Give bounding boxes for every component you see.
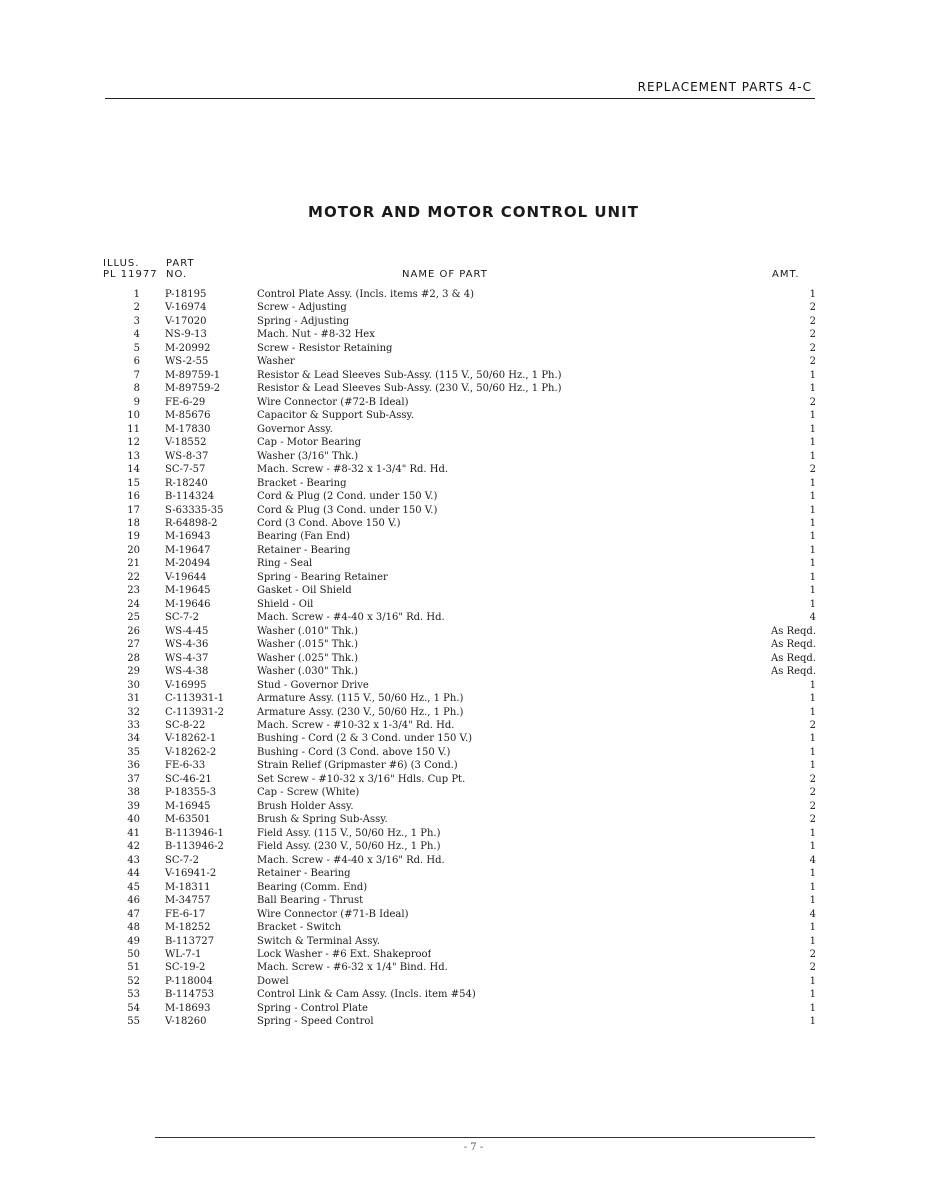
part-name: Shield - Oil <box>257 598 314 610</box>
part-name: Armature Assy. (115 V., 50/60 Hz., 1 Ph.) <box>257 693 464 705</box>
illus-number: 27 <box>127 639 140 651</box>
illus-header-line1: ILLUS. <box>103 258 140 269</box>
amount: 4 <box>809 908 816 920</box>
illus-number: 52 <box>127 975 140 987</box>
illus-number: 49 <box>127 935 140 947</box>
illus-header-line2: PL 11977 <box>103 269 158 280</box>
table-row <box>100 854 820 867</box>
part-name: Resistor & Lead Sleeves Sub-Assy. (115 V., 50/60 Hz., 1 Ph.) <box>257 369 562 381</box>
amount: 1 <box>809 679 816 691</box>
amount: 1 <box>809 760 816 772</box>
part-number: WS-4-45 <box>165 625 209 637</box>
part-name: Ball Bearing - Thrust <box>257 895 364 907</box>
part-name: Ring - Seal <box>257 558 313 570</box>
part-number: V-16995 <box>165 679 207 691</box>
amount: 1 <box>809 585 816 597</box>
illus-number: 16 <box>127 491 140 503</box>
part-name: Wire Connector (#71-B Ideal) <box>257 908 409 920</box>
table-row <box>100 625 820 638</box>
table-row <box>100 288 820 301</box>
amount: 4 <box>809 854 816 866</box>
table-row <box>100 598 820 611</box>
illus-number: 22 <box>127 571 140 583</box>
part-number: SC-46-21 <box>165 773 212 785</box>
table-row <box>100 692 820 705</box>
table-row <box>100 948 820 961</box>
illus-number: 42 <box>127 841 140 853</box>
illus-number: 5 <box>133 342 140 354</box>
illus-number: 37 <box>127 773 140 785</box>
table-row <box>100 1015 820 1028</box>
table-row <box>100 867 820 880</box>
table-row <box>100 369 820 382</box>
illus-number: 32 <box>127 706 140 718</box>
table-row <box>100 504 820 517</box>
table-row <box>100 436 820 449</box>
amount: 2 <box>809 814 816 826</box>
page-number: - 7 - <box>463 1142 484 1153</box>
amount: 1 <box>809 868 816 880</box>
section-header: REPLACEMENT PARTS 4-C <box>637 80 812 94</box>
table-row <box>100 490 820 503</box>
part-name: Control Link & Cam Assy. (Incls. item #54) <box>257 989 476 1001</box>
amount: 2 <box>809 962 816 974</box>
part-number: P-18355-3 <box>165 787 217 799</box>
amount: 1 <box>809 598 816 610</box>
table-row <box>100 315 820 328</box>
header-rule <box>105 98 815 99</box>
part-name: Mach. Screw - #10-32 x 1-3/4" Rd. Hd. <box>257 720 455 731</box>
footer-rule <box>155 1137 815 1138</box>
amount: 1 <box>809 558 816 570</box>
part-header-line1: PART <box>166 258 195 269</box>
table-row <box>100 800 820 813</box>
illus-number: 13 <box>127 450 140 462</box>
part-name: Brush & Spring Sub-Assy. <box>257 814 388 826</box>
amount: 1 <box>809 289 816 300</box>
table-row <box>100 988 820 1001</box>
part-name: Washer (3/16" Thk.) <box>257 450 359 462</box>
amt-header: AMT. <box>772 269 800 280</box>
part-number: C-113931-2 <box>165 706 224 718</box>
table-row <box>100 544 820 557</box>
illus-number: 50 <box>127 948 140 960</box>
part-number: M-18311 <box>165 881 211 893</box>
part-name: Retainer - Bearing <box>257 868 351 880</box>
amount: 1 <box>809 935 816 947</box>
table-row <box>100 1002 820 1015</box>
part-name: Lock Washer - #6 Ext. Shakeproof <box>257 948 432 960</box>
part-name: Armature Assy. (230 V., 50/60 Hz., 1 Ph.) <box>257 706 464 718</box>
part-number: M-16943 <box>165 531 211 543</box>
illus-number: 26 <box>127 625 140 637</box>
illus-number: 55 <box>127 1016 140 1028</box>
table-row <box>100 732 820 745</box>
part-name: Bearing (Fan End) <box>257 531 351 543</box>
part-name: Washer (.030" Thk.) <box>257 666 359 678</box>
illus-number: 19 <box>127 531 140 543</box>
table-row <box>100 517 820 530</box>
table-row <box>100 706 820 719</box>
amount: 2 <box>809 342 816 354</box>
table-row <box>100 719 820 732</box>
part-name: Resistor & Lead Sleeves Sub-Assy. (230 V., 50/60 Hz., 1 Ph.) <box>257 383 562 395</box>
part-name: Washer (.010" Thk.) <box>257 625 359 637</box>
part-name: Gasket - Oil Shield <box>257 585 352 597</box>
illus-number: 54 <box>127 1002 140 1014</box>
part-number: SC-7-57 <box>165 464 206 476</box>
table-row <box>100 881 820 894</box>
table-row <box>100 396 820 409</box>
table-row <box>100 921 820 934</box>
table-row <box>100 935 820 948</box>
illus-number: 18 <box>127 517 140 529</box>
amount: 1 <box>809 491 816 503</box>
illus-number: 41 <box>127 827 140 839</box>
amount: 1 <box>809 410 816 422</box>
part-name: Screw - Adjusting <box>257 302 347 314</box>
part-number: V-18552 <box>165 437 207 449</box>
part-number: M-18693 <box>165 1002 211 1014</box>
illus-number: 47 <box>127 908 140 920</box>
table-row <box>100 423 820 436</box>
part-number: M-18252 <box>165 922 211 934</box>
part-number: WS-4-38 <box>165 666 209 678</box>
part-name: Cap - Motor Bearing <box>257 437 362 449</box>
illus-number: 4 <box>133 329 140 341</box>
amount: 1 <box>809 841 816 853</box>
illus-number: 12 <box>127 437 140 449</box>
amount: As Reqd. <box>771 666 816 678</box>
table-row <box>100 746 820 759</box>
part-name: Bushing - Cord (3 Cond. above 150 V.) <box>257 746 451 758</box>
illus-number: 11 <box>127 423 140 435</box>
part-number: V-17020 <box>165 315 207 327</box>
amount: 2 <box>809 396 816 408</box>
amount: As Reqd. <box>771 652 816 664</box>
part-number: M-20494 <box>165 558 211 570</box>
table-row <box>100 840 820 853</box>
part-name: Mach. Nut - #8-32 Hex <box>257 329 375 341</box>
part-number: M-20992 <box>165 342 211 354</box>
part-number: SC-8-22 <box>165 720 206 731</box>
amount: 1 <box>809 544 816 556</box>
part-number: M-19645 <box>165 585 211 597</box>
part-name: Stud - Governor Drive <box>257 679 369 691</box>
part-name: Cap - Screw (White) <box>257 787 360 799</box>
illus-number: 43 <box>127 854 140 866</box>
amount: 1 <box>809 437 816 449</box>
illus-number: 39 <box>127 800 140 812</box>
illus-number: 15 <box>127 477 140 489</box>
amount: 1 <box>809 895 816 907</box>
amount: 1 <box>809 477 816 489</box>
part-name: Retainer - Bearing <box>257 544 351 556</box>
page-title: MOTOR AND MOTOR CONTROL UNIT <box>308 203 639 221</box>
part-number: B-114753 <box>165 989 215 1001</box>
part-number: M-34757 <box>165 895 211 907</box>
part-name: Cord & Plug (2 Cond. under 150 V.) <box>257 491 438 503</box>
part-name: Field Assy. (115 V., 50/60 Hz., 1 Ph.) <box>257 827 441 839</box>
table-row <box>100 679 820 692</box>
part-number: B-113946-2 <box>165 841 224 853</box>
table-row <box>100 827 820 840</box>
illus-number: 48 <box>127 922 140 934</box>
illus-number: 17 <box>127 504 140 516</box>
part-number: WS-8-37 <box>165 450 209 462</box>
part-name: Washer <box>257 356 295 368</box>
part-name: Mach. Screw - #4-40 x 3/16" Rd. Hd. <box>257 612 445 624</box>
table-row <box>100 611 820 624</box>
parts-list <box>100 288 820 1029</box>
table-row <box>100 463 820 476</box>
part-name: Brush Holder Assy. <box>257 800 354 812</box>
part-name: Bracket - Switch <box>257 922 342 934</box>
part-number: M-89759-2 <box>165 383 221 395</box>
part-number: M-16945 <box>165 800 211 812</box>
table-row <box>100 450 820 463</box>
table-row <box>100 908 820 921</box>
amount: 1 <box>809 450 816 462</box>
part-number: V-16941-2 <box>165 868 217 880</box>
amount: As Reqd. <box>771 639 816 651</box>
amount: As Reqd. <box>771 625 816 637</box>
illus-number: 3 <box>133 315 140 327</box>
name-header: NAME OF PART <box>402 269 488 280</box>
part-number: S-63335-35 <box>165 504 224 516</box>
illus-number: 33 <box>127 720 140 731</box>
amount: 2 <box>809 315 816 327</box>
table-row <box>100 328 820 341</box>
part-number: M-19647 <box>165 544 211 556</box>
part-name: Spring - Speed Control <box>257 1016 374 1028</box>
illus-number: 10 <box>127 410 140 422</box>
part-name: Field Assy. (230 V., 50/60 Hz., 1 Ph.) <box>257 841 441 853</box>
part-number: M-85676 <box>165 410 211 422</box>
part-name: Bracket - Bearing <box>257 477 347 489</box>
illus-number: 28 <box>127 652 140 664</box>
amount: 1 <box>809 504 816 516</box>
amount: 1 <box>809 827 816 839</box>
part-name: Set Screw - #10-32 x 3/16" Hdls. Cup Pt. <box>257 773 466 785</box>
part-number: V-18262-2 <box>165 746 217 758</box>
illus-number: 8 <box>133 383 140 395</box>
table-row <box>100 813 820 826</box>
amount: 2 <box>809 464 816 476</box>
amount: 1 <box>809 706 816 718</box>
part-number: V-18262-1 <box>165 733 217 745</box>
part-number: B-113946-1 <box>165 827 224 839</box>
part-number: SC-7-2 <box>165 854 199 866</box>
illus-number: 2 <box>133 302 140 314</box>
illus-number: 38 <box>127 787 140 799</box>
part-number: M-89759-1 <box>165 369 221 381</box>
part-number: WL-7-1 <box>165 948 202 960</box>
part-number: SC-7-2 <box>165 612 199 624</box>
part-number: P-118004 <box>165 975 213 987</box>
part-name: Cord (3 Cond. Above 150 V.) <box>257 517 401 529</box>
amount: 2 <box>809 773 816 785</box>
table-row <box>100 571 820 584</box>
part-number: C-113931-1 <box>165 693 224 705</box>
part-name: Washer (.025" Thk.) <box>257 652 359 664</box>
part-number: SC-19-2 <box>165 962 206 974</box>
table-row <box>100 355 820 368</box>
illus-number: 30 <box>127 679 140 691</box>
amount: 1 <box>809 975 816 987</box>
amount: 2 <box>809 356 816 368</box>
part-name: Governor Assy. <box>257 423 333 435</box>
part-number: V-16974 <box>165 302 207 314</box>
table-row <box>100 584 820 597</box>
illus-number: 29 <box>127 666 140 678</box>
part-name: Mach. Screw - #6-32 x 1/4" Bind. Hd. <box>257 962 448 974</box>
part-name: Mach. Screw - #4-40 x 3/16" Rd. Hd. <box>257 854 445 866</box>
table-row <box>100 975 820 988</box>
table-row <box>100 638 820 651</box>
amount: 1 <box>809 989 816 1001</box>
part-number: V-19644 <box>165 571 207 583</box>
illus-number: 53 <box>127 989 140 1001</box>
amount: 2 <box>809 302 816 314</box>
illus-number: 20 <box>127 544 140 556</box>
part-name: Bushing - Cord (2 & 3 Cond. under 150 V.) <box>257 733 473 745</box>
part-number: B-113727 <box>165 935 215 947</box>
table-row <box>100 409 820 422</box>
illus-number: 6 <box>133 356 140 368</box>
amount: 2 <box>809 800 816 812</box>
amount: 1 <box>809 531 816 543</box>
amount: 1 <box>809 423 816 435</box>
illus-number: 21 <box>127 558 140 570</box>
amount: 1 <box>809 1002 816 1014</box>
amount: 1 <box>809 922 816 934</box>
amount: 1 <box>809 383 816 395</box>
illus-number: 44 <box>127 868 140 880</box>
part-header-line2: NO. <box>166 269 188 280</box>
part-number: B-114324 <box>165 491 215 503</box>
part-name: Switch & Terminal Assy. <box>257 935 380 947</box>
part-number: FE-6-17 <box>165 908 206 920</box>
table-row <box>100 530 820 543</box>
illus-number: 36 <box>127 760 140 772</box>
amount: 1 <box>809 571 816 583</box>
amount: 1 <box>809 746 816 758</box>
amount: 1 <box>809 693 816 705</box>
amount: 4 <box>809 612 816 624</box>
table-row <box>100 342 820 355</box>
part-number: M-19646 <box>165 598 211 610</box>
illus-number: 31 <box>127 693 140 705</box>
table-row <box>100 477 820 490</box>
illus-number: 7 <box>133 369 140 381</box>
illus-number: 9 <box>133 396 140 408</box>
part-number: M-17830 <box>165 423 211 435</box>
table-row <box>100 961 820 974</box>
part-number: R-64898-2 <box>165 517 218 529</box>
part-number: M-63501 <box>165 814 211 826</box>
amount: 2 <box>809 948 816 960</box>
table-row <box>100 759 820 772</box>
table-row <box>100 773 820 786</box>
amount: 1 <box>809 733 816 745</box>
table-row <box>100 652 820 665</box>
amount: 1 <box>809 369 816 381</box>
part-number: FE-6-33 <box>165 760 206 772</box>
part-number: WS-2-55 <box>165 356 209 368</box>
part-number: V-18260 <box>165 1016 207 1028</box>
illus-number: 35 <box>127 746 140 758</box>
illus-number: 14 <box>127 464 140 476</box>
part-name: Screw - Resistor Retaining <box>257 342 393 354</box>
illus-number: 34 <box>127 733 140 745</box>
illus-number: 25 <box>127 612 140 624</box>
table-row <box>100 665 820 678</box>
part-name: Dowel <box>257 975 289 987</box>
table-row <box>100 894 820 907</box>
part-number: WS-4-36 <box>165 639 209 651</box>
part-name: Washer (.015" Thk.) <box>257 639 359 651</box>
part-number: P-18195 <box>165 289 207 300</box>
amount: 2 <box>809 720 816 731</box>
part-number: FE-6-29 <box>165 396 206 408</box>
part-name: Wire Connector (#72-B Ideal) <box>257 396 409 408</box>
amount: 2 <box>809 787 816 799</box>
illus-number: 24 <box>127 598 140 610</box>
part-name: Control Plate Assy. (Incls. items #2, 3 & 4) <box>257 289 474 300</box>
part-name: Strain Relief (Gripmaster #6) (3 Cond.) <box>257 760 458 772</box>
illus-number: 1 <box>133 289 140 300</box>
part-number: WS-4-37 <box>165 652 209 664</box>
illus-number: 46 <box>127 895 140 907</box>
table-row <box>100 382 820 395</box>
part-name: Spring - Adjusting <box>257 315 350 327</box>
amount: 1 <box>809 517 816 529</box>
table-row <box>100 301 820 314</box>
amount: 1 <box>809 881 816 893</box>
illus-number: 45 <box>127 881 140 893</box>
amount: 1 <box>809 1016 816 1028</box>
table-row <box>100 557 820 570</box>
table-row <box>100 786 820 799</box>
part-name: Bearing (Comm. End) <box>257 881 368 893</box>
part-name: Cord & Plug (3 Cond. under 150 V.) <box>257 504 438 516</box>
illus-number: 51 <box>127 962 140 974</box>
amount: 2 <box>809 329 816 341</box>
illus-number: 23 <box>127 585 140 597</box>
part-name: Spring - Bearing Retainer <box>257 571 388 583</box>
part-name: Spring - Control Plate <box>257 1002 368 1014</box>
part-name: Mach. Screw - #8-32 x 1-3/4" Rd. Hd. <box>257 464 449 476</box>
part-name: Capacitor & Support Sub-Assy. <box>257 410 415 422</box>
part-number: NS-9-13 <box>165 329 207 341</box>
illus-number: 40 <box>127 814 140 826</box>
part-number: R-18240 <box>165 477 208 489</box>
